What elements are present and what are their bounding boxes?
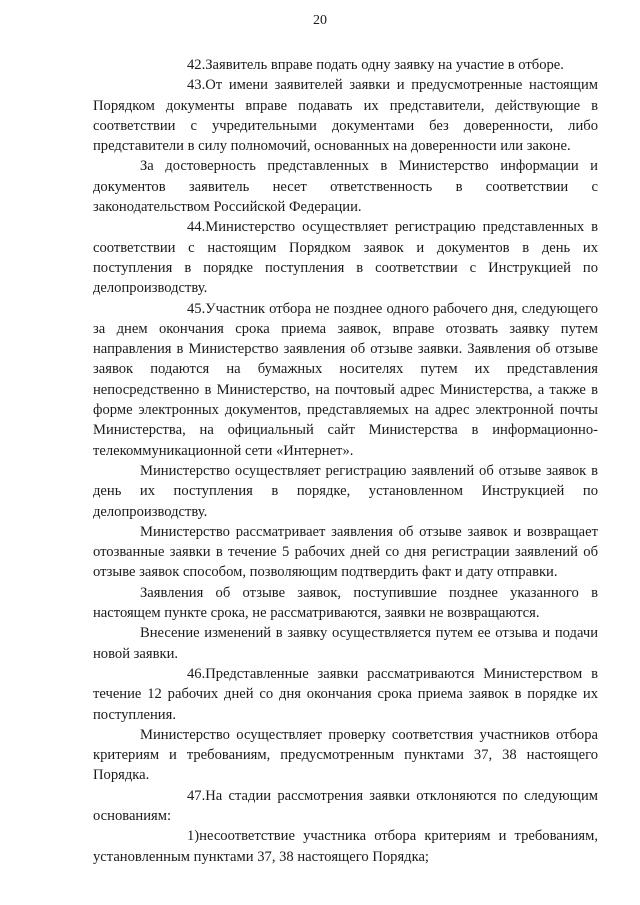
paragraph-45-registration — [93, 461, 598, 522]
document-body — [93, 55, 598, 867]
paragraph-number: 42. — [187, 57, 206, 73]
paragraph-45 — [93, 299, 598, 461]
paragraph-45-changes — [93, 623, 598, 664]
paragraph-46 — [93, 664, 598, 725]
paragraph-text: Министерство осуществляет регистрацию представленных в соответствии с настоящим Порядком заявок и документов в день их поступления в порядке поступления в соответствии с Инструкцией по делопроизводству. — [93, 219, 598, 297]
paragraph-text: За достоверность представленных в Министерство информации и документов заявитель несет ответственность в соответствии с законодательством Российской Федерации. — [93, 158, 598, 216]
paragraph-number: 45. — [187, 300, 206, 317]
paragraph-number: 44. — [187, 219, 206, 236]
page-number: 20 — [313, 13, 327, 28]
paragraph-43 — [93, 75, 598, 156]
paragraph-text: Заявления об отзыве заявок, поступившие позднее указанного в настоящем пункте срока, не рассматриваются, заявки не возвращаются. — [93, 584, 598, 622]
paragraph-45-late — [93, 583, 598, 624]
paragraph-text: Заявитель вправе подать одну заявку на участие в отборе. — [205, 57, 564, 73]
paragraph-text: Представленные заявки рассматриваются Министерством в течение 12 рабочих дней со дня окончания срока приема заявок в порядке их поступления. — [93, 665, 598, 723]
paragraph-46-verification — [93, 725, 598, 786]
paragraph-text: Участник отбора не позднее одного рабочего дня, следующего за днем окончания срока приема заявок, вправе отозвать заявку путем направления в Министерство заявления об отзыве заявки. Заявления об отзыве заявок подаются на бумажных носителях путем их представления непосредственно в Министерство, на почтовый адрес Министерства, а также в форме электронных документов, представляемых на адрес электронной почты Министерства, на официальный сайт Министерства в информационно-телекоммуникационной сети «Интернет». — [93, 300, 598, 459]
paragraph-42 — [93, 55, 598, 75]
paragraph-number: 47. — [187, 787, 206, 804]
paragraph-text: От имени заявителей заявки и предусмотренные настоящим Порядком документы вправе подавать их представители, действующие в соответствии с учредительными документами без доверенности, либо представители в силу полномочий, основанных на доверенности или законе. — [93, 77, 598, 155]
paragraph-text: Министерство осуществляет регистрацию заявлений об отзыве заявок в день их поступления в порядке, установленном Инструкцией по делопроизводству. — [93, 462, 598, 520]
list-item-1 — [93, 826, 598, 867]
paragraph-text: Министерство осуществляет проверку соответствия участников отбора критериям и требованиям, предусмотренным пунктами 37, 38 настоящего Порядка. — [93, 726, 598, 784]
paragraph-text: На стадии рассмотрения заявки отклоняются по следующим основаниям: — [93, 787, 598, 824]
paragraph-47 — [93, 786, 598, 827]
paragraph-45-review — [93, 522, 598, 583]
paragraph-44 — [93, 217, 598, 298]
paragraph-number: 46. — [187, 665, 206, 682]
paragraph-text: Внесение изменений в заявку осуществляется путем ее отзыва и подачи новой заявки. — [93, 625, 598, 662]
paragraph-43-continued — [93, 156, 598, 217]
paragraph-text: Министерство рассматривает заявления об отзыве заявок и возвращает отозванные заявки в течение 5 рабочих дней со дня регистрации заявлений об отзыве заявок способом, позволяющим подтвердить факт и дату отправки. — [93, 523, 598, 581]
paragraph-number: 43. — [187, 77, 206, 94]
list-item-number: 1) — [187, 828, 200, 845]
list-item-text: несоответствие участника отбора критериям и требованиям, установленным пунктами 37, 38 настоящего Порядка; — [93, 828, 598, 865]
